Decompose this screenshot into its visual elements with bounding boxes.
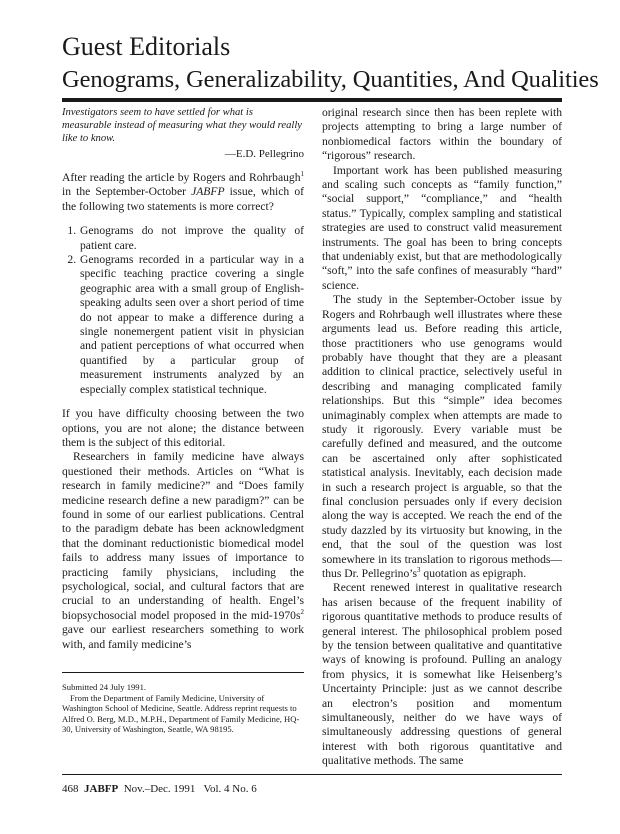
para-text: The study in the September-October issue by Rogers and Rohrbaugh well illustrates where these arguments lead us. Before reading this article, those practitioners who use genograms would probably have thought that they are a pleasant addition to clinical practice, selectively useful in describing and managing complicated family relationships. But this “simple” idea becomes unimaginably complex when attempts are made to study it rigorously. Every variable must be carefully defined and measured, and the outcome can be ascertained only after sophisticated statistical analysis. Inevitably, each decision made in such a research project is arguable, so that the final conclusion persuades only if every decision along the way is accepted. We reach the end of the study dazzled by its virtuosity but knowing, in the end, that the soul of the question was lost somewhere in its translation to rigorous methods—thus Dr. Pellegrino’s (322, 293, 562, 580)
footer-rule (62, 774, 562, 775)
left-column (62, 106, 304, 652)
footnote-submitted: Submitted 24 July 1991. (62, 682, 147, 692)
epigraph-attribution: —E.D. Pellegrino (224, 147, 304, 160)
reference-3: 3 (417, 566, 421, 575)
para-text: Researchers in family medicine have always questioned their methods. Articles on “What is research in family medicine?” and “Does family medicine research define a new paradigm?” can be found in some of our earliest publications. Central to the paradigm debate has been acknowledgment that the dominant reductionistic biomedical model fails to address many issues of importance to practicing family physicians, including the psychological, social, and cultural factors that are crucial to an understanding of health. Engel’s biopsychosocial model proposed in the mid-1970s (62, 450, 304, 622)
journal-reference: JABFP (191, 185, 225, 199)
body-paragraph: Important work has been published measuring and scaling such concepts as “family function,” “social support,” “compliance,” and “health status.” Typically, complex sampling and statistical strategies are used to construct valid measurement instruments. The goal has been to bring concepts that undeniably exist, but that are methodologically “soft,” into the safe confines of measurably “hard” science. (322, 163, 562, 292)
footnote-rule (62, 672, 304, 673)
intro-text-c: issue, which of the following two statements is more correct? (62, 185, 304, 213)
page-number: 468 (62, 783, 79, 795)
journal-name: JABFP (84, 783, 119, 795)
body-paragraph: Recent renewed interest in qualitative research has arisen because of the frequent inability of rigorous quantitative methods to produce results of general interest. The philosophical problem posed by the tension between qualitative and quantitative ways of knowing is profound. Pulling an analogy from physics, it is somewhat like Heisenberg’s Uncertainty Principle: just as we cannot describe an electron’s position and momentum simultaneously, neither do we have ways of simultaneously addressing questions of general interest with both rigorous quantitative and qualitative methods. The same (322, 581, 562, 768)
reference-1: 1 (300, 170, 304, 179)
issue-info: Nov.–Dec. 1991 Vol. 4 No. 6 (123, 783, 257, 795)
title-rule (62, 98, 562, 102)
statement-item: 2. Genograms recorded in a particular way in a specific teaching practice covering a single geographic area with a small group of English-speaking adults seen over a short period of time do not appear to make a difference during a single nonemergent patient visit in physician and patient perceptions of what occurred when quantified by a particular group of measurement instruments analyzed by an especially complex statistical technique. (79, 253, 304, 397)
footnote-affiliation: From the Department of Family Medicine, University of Washington School of Medicine, Seattle. Address reprint requests to Alfred O. Berg, M.D., M.P.H., Department of Family Medicine, HQ-30, University of Washington, Seattle, WA 98195. (62, 692, 300, 735)
article-title: Genograms, Generalizability, Quantities, And Qualities (62, 66, 599, 93)
body-paragraph: original research since then has been replete with projects attempting to bring a large number of nonbiomedical factors within the boundary of “rigorous” research. (322, 106, 562, 163)
right-column (322, 106, 562, 769)
statement-item: 1. Genograms do not improve the quality of patient care. (79, 224, 304, 253)
running-footer (62, 783, 257, 795)
para-text: quotation as epigraph. (420, 567, 527, 580)
reference-2: 2 (300, 607, 304, 616)
footnote (62, 682, 304, 735)
body-paragraph (62, 450, 304, 652)
intro-paragraph (62, 171, 304, 214)
body-paragraph (322, 293, 562, 581)
section-title: Guest Editorials (62, 32, 231, 61)
statement-list (62, 224, 304, 397)
para-text: gave our earliest researchers something to work with, and family medicine’s (62, 623, 304, 651)
intro-text-b: in the September-October (62, 185, 192, 199)
body-paragraph: If you have difficulty choosing between the two options, you are not alone; the distance between them is the subject of this editorial. (62, 407, 304, 449)
epigraph-quote: Investigators seem to have settled for what is measurable instead of measuring what they would really like to know. (62, 107, 303, 145)
intro-text-a: After reading the article by Rogers and Rohrbaugh (62, 171, 301, 185)
